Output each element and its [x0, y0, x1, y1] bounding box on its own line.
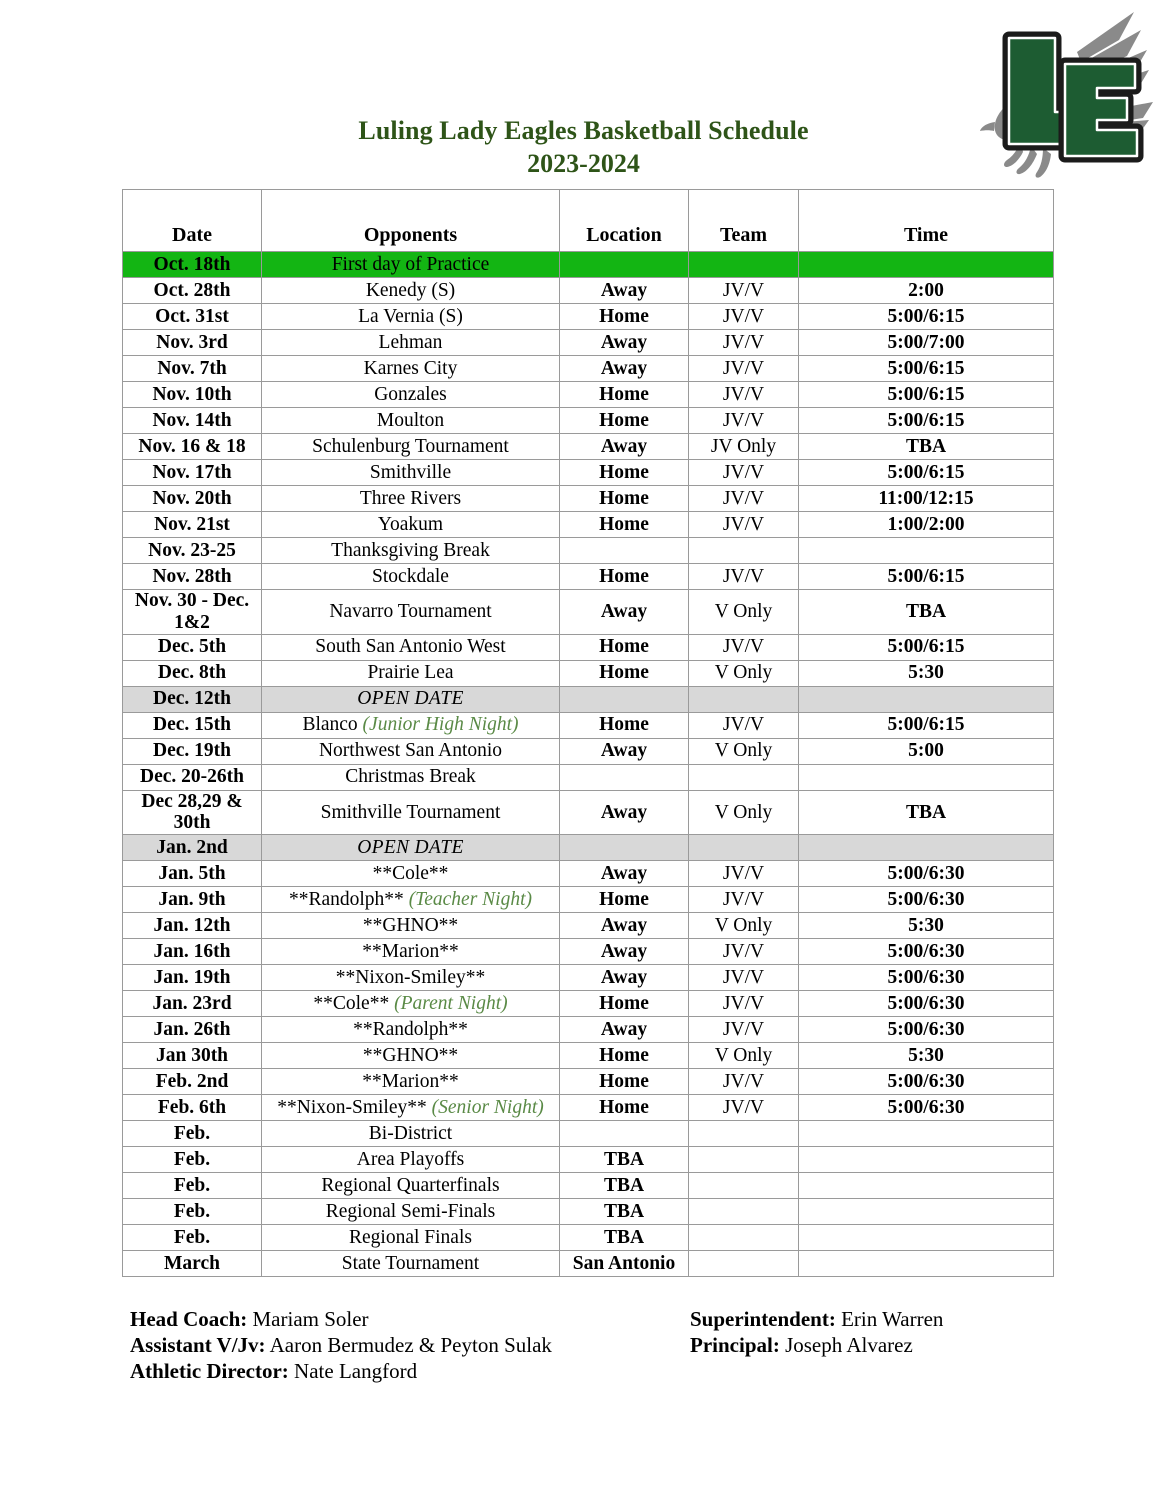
cell-opponent: First day of Practice: [262, 252, 560, 278]
cell-team: JV/V: [689, 991, 799, 1017]
schedule-table-container: [122, 189, 1053, 1277]
table-row: [123, 1199, 1054, 1225]
staff-entry-left: [130, 1332, 552, 1358]
cell-team: JV/V: [689, 330, 799, 356]
cell-date: Nov. 17th: [123, 460, 262, 486]
cell-opponent: **Cole**: [262, 861, 560, 887]
cell-team: [689, 764, 799, 790]
table-row: [123, 965, 1054, 991]
opponent-note: (Parent Night): [389, 992, 508, 1014]
opponent-note: (Junior High Night): [357, 714, 519, 736]
table-row: [123, 1121, 1054, 1147]
staff-entry-right: [690, 1332, 913, 1358]
staff-entry-left: [130, 1306, 369, 1332]
cell-time: 5:00/6:30: [799, 991, 1054, 1017]
table-row: [123, 887, 1054, 913]
cell-date: March: [123, 1251, 262, 1277]
opponent-note: (Senior Night): [426, 1096, 544, 1118]
staff-label: Principal:: [690, 1333, 780, 1357]
table-header: [123, 190, 1054, 252]
table-row: [123, 434, 1054, 460]
cell-location: Home: [560, 887, 689, 913]
cell-opponent: [262, 991, 560, 1017]
cell-date: Nov. 10th: [123, 382, 262, 408]
table-row: [123, 590, 1054, 635]
cell-location: Home: [560, 712, 689, 738]
cell-date: Dec 28,29 & 30th: [123, 790, 262, 835]
cell-time: 5:00/7:00: [799, 330, 1054, 356]
cell-time: 5:00/6:15: [799, 460, 1054, 486]
cell-location: TBA: [560, 1147, 689, 1173]
table-row: [123, 790, 1054, 835]
cell-location: TBA: [560, 1173, 689, 1199]
cell-location: TBA: [560, 1199, 689, 1225]
cell-date: Nov. 21st: [123, 512, 262, 538]
table-row: [123, 408, 1054, 434]
cell-date: Dec. 15th: [123, 712, 262, 738]
cell-opponent: Navarro Tournament: [262, 590, 560, 635]
cell-location: Away: [560, 939, 689, 965]
opponent-name: **Randolph**: [288, 888, 404, 910]
cell-team: V Only: [689, 660, 799, 686]
cell-location: Home: [560, 634, 689, 660]
cell-time: [799, 1225, 1054, 1251]
cell-location: Home: [560, 460, 689, 486]
cell-time: [799, 1147, 1054, 1173]
cell-time: 5:00/6:15: [799, 564, 1054, 590]
cell-time: 5:30: [799, 1043, 1054, 1069]
cell-opponent: Thanksgiving Break: [262, 538, 560, 564]
cell-time: [799, 1121, 1054, 1147]
cell-opponent: South San Antonio West: [262, 634, 560, 660]
staff-footer: [130, 1306, 1080, 1384]
cell-team: JV/V: [689, 634, 799, 660]
column-header-time: Time: [799, 190, 1054, 252]
cell-team: V Only: [689, 590, 799, 635]
cell-team: [689, 1173, 799, 1199]
table-row: [123, 512, 1054, 538]
cell-opponent: [262, 887, 560, 913]
cell-team: [689, 1199, 799, 1225]
cell-date: Nov. 23-25: [123, 538, 262, 564]
cell-team: JV/V: [689, 861, 799, 887]
cell-time: [799, 538, 1054, 564]
cell-date: Nov. 14th: [123, 408, 262, 434]
cell-team: JV/V: [689, 1017, 799, 1043]
table-row: [123, 1225, 1054, 1251]
cell-location: Home: [560, 991, 689, 1017]
cell-time: 5:00/6:30: [799, 1017, 1054, 1043]
cell-opponent: [262, 1095, 560, 1121]
cell-date: Dec. 5th: [123, 634, 262, 660]
cell-time: [799, 764, 1054, 790]
cell-team: [689, 1225, 799, 1251]
cell-time: 5:00: [799, 738, 1054, 764]
cell-team: JV/V: [689, 939, 799, 965]
table-row: [123, 1095, 1054, 1121]
cell-date: Feb.: [123, 1173, 262, 1199]
cell-location: Away: [560, 278, 689, 304]
cell-team: JV/V: [689, 712, 799, 738]
cell-team: V Only: [689, 1043, 799, 1069]
cell-time: 5:00/6:30: [799, 1095, 1054, 1121]
cell-date: Jan. 26th: [123, 1017, 262, 1043]
cell-time: 5:00/6:15: [799, 304, 1054, 330]
cell-location: Home: [560, 304, 689, 330]
cell-opponent: Regional Semi-Finals: [262, 1199, 560, 1225]
cell-team: JV/V: [689, 304, 799, 330]
cell-location: Away: [560, 965, 689, 991]
staff-value: Erin Warren: [835, 1307, 944, 1331]
cell-team: JV/V: [689, 965, 799, 991]
opponent-name: **Nixon-Smiley**: [277, 1096, 427, 1118]
cell-location: Home: [560, 1043, 689, 1069]
cell-opponent: Karnes City: [262, 356, 560, 382]
cell-opponent: OPEN DATE: [262, 835, 560, 861]
cell-date: Jan. 9th: [123, 887, 262, 913]
opponent-note: (Teacher Night): [403, 888, 533, 910]
cell-location: Away: [560, 330, 689, 356]
cell-time: [799, 835, 1054, 861]
cell-location: Away: [560, 913, 689, 939]
table-row: [123, 564, 1054, 590]
cell-opponent: Regional Finals: [262, 1225, 560, 1251]
staff-row: [130, 1306, 1080, 1332]
schedule-table: [122, 189, 1054, 1277]
cell-location: [560, 686, 689, 712]
cell-opponent: **Marion**: [262, 939, 560, 965]
cell-opponent: Northwest San Antonio: [262, 738, 560, 764]
table-row: [123, 913, 1054, 939]
table-row: [123, 538, 1054, 564]
table-row: [123, 356, 1054, 382]
cell-date: Jan. 23rd: [123, 991, 262, 1017]
cell-opponent: Prairie Lea: [262, 660, 560, 686]
cell-opponent: Stockdale: [262, 564, 560, 590]
cell-time: 2:00: [799, 278, 1054, 304]
cell-team: JV Only: [689, 434, 799, 460]
cell-opponent: State Tournament: [262, 1251, 560, 1277]
cell-date: Oct. 31st: [123, 304, 262, 330]
cell-opponent: Moulton: [262, 408, 560, 434]
cell-time: [799, 1199, 1054, 1225]
cell-team: [689, 686, 799, 712]
cell-opponent: Christmas Break: [262, 764, 560, 790]
table-row: [123, 634, 1054, 660]
cell-location: [560, 764, 689, 790]
cell-location: Away: [560, 356, 689, 382]
cell-location: Home: [560, 512, 689, 538]
table-row: [123, 460, 1054, 486]
cell-opponent: **Randolph**: [262, 1017, 560, 1043]
cell-date: Dec. 19th: [123, 738, 262, 764]
cell-time: 5:00/6:15: [799, 408, 1054, 434]
cell-opponent: **GHNO**: [262, 913, 560, 939]
cell-team: [689, 1121, 799, 1147]
table-row: [123, 686, 1054, 712]
cell-location: [560, 252, 689, 278]
table-row: [123, 486, 1054, 512]
cell-opponent: OPEN DATE: [262, 686, 560, 712]
cell-date: Nov. 30 - Dec. 1&2: [123, 590, 262, 635]
cell-team: JV/V: [689, 460, 799, 486]
cell-team: JV/V: [689, 408, 799, 434]
staff-value: Mariam Soler: [247, 1307, 369, 1331]
staff-row: [130, 1358, 1080, 1384]
table-row: [123, 1043, 1054, 1069]
cell-date: Nov. 16 & 18: [123, 434, 262, 460]
cell-location: Home: [560, 382, 689, 408]
cell-team: [689, 1251, 799, 1277]
table-row: [123, 330, 1054, 356]
cell-opponent: Schulenburg Tournament: [262, 434, 560, 460]
cell-date: Jan. 5th: [123, 861, 262, 887]
cell-opponent: Yoakum: [262, 512, 560, 538]
table-row: [123, 1017, 1054, 1043]
staff-entry-left: [130, 1358, 417, 1384]
luling-eagles-logo: [969, 4, 1159, 179]
cell-opponent: Smithville: [262, 460, 560, 486]
staff-value: Aaron Bermudez & Peyton Sulak: [265, 1333, 552, 1357]
cell-opponent: Regional Quarterfinals: [262, 1173, 560, 1199]
cell-date: Feb.: [123, 1147, 262, 1173]
cell-time: [799, 686, 1054, 712]
cell-location: [560, 1121, 689, 1147]
table-row: [123, 991, 1054, 1017]
table-row: [123, 278, 1054, 304]
table-row: [123, 764, 1054, 790]
cell-date: Oct. 18th: [123, 252, 262, 278]
cell-opponent: Gonzales: [262, 382, 560, 408]
cell-team: JV/V: [689, 1069, 799, 1095]
cell-location: San Antonio: [560, 1251, 689, 1277]
cell-time: 5:00/6:15: [799, 382, 1054, 408]
cell-location: Away: [560, 790, 689, 835]
staff-value: Nate Langford: [288, 1359, 418, 1383]
cell-location: Away: [560, 738, 689, 764]
cell-team: V Only: [689, 913, 799, 939]
table-row: [123, 660, 1054, 686]
cell-opponent: Three Rivers: [262, 486, 560, 512]
title-line-1: Luling Lady Eagles Basketball Schedule: [358, 116, 809, 145]
cell-location: [560, 538, 689, 564]
table-row: [123, 861, 1054, 887]
cell-opponent: **Nixon-Smiley**: [262, 965, 560, 991]
cell-opponent: Kenedy (S): [262, 278, 560, 304]
cell-team: [689, 1147, 799, 1173]
cell-opponent: La Vernia (S): [262, 304, 560, 330]
cell-time: [799, 252, 1054, 278]
cell-location: TBA: [560, 1225, 689, 1251]
staff-label: Assistant V/Jv:: [130, 1333, 266, 1357]
cell-team: JV/V: [689, 356, 799, 382]
cell-time: 5:00/6:15: [799, 356, 1054, 382]
cell-date: Dec. 20-26th: [123, 764, 262, 790]
cell-date: Feb.: [123, 1121, 262, 1147]
column-header-team: Team: [689, 190, 799, 252]
cell-time: 5:00/6:15: [799, 634, 1054, 660]
cell-date: Feb. 6th: [123, 1095, 262, 1121]
cell-time: TBA: [799, 790, 1054, 835]
table-row: [123, 712, 1054, 738]
cell-time: 5:30: [799, 660, 1054, 686]
opponent-name: Blanco: [302, 714, 358, 736]
cell-date: Nov. 28th: [123, 564, 262, 590]
cell-date: Feb.: [123, 1225, 262, 1251]
staff-label: Head Coach:: [130, 1307, 248, 1331]
cell-team: JV/V: [689, 1095, 799, 1121]
table-row: [123, 382, 1054, 408]
table-row: [123, 835, 1054, 861]
cell-location: Away: [560, 861, 689, 887]
cell-team: JV/V: [689, 382, 799, 408]
column-header-location: Location: [560, 190, 689, 252]
cell-location: Away: [560, 1017, 689, 1043]
table-row: [123, 738, 1054, 764]
staff-label: Athletic Director:: [130, 1359, 289, 1383]
column-header-opponents: Opponents: [262, 190, 560, 252]
cell-opponent: [262, 712, 560, 738]
cell-date: Jan. 19th: [123, 965, 262, 991]
cell-location: Away: [560, 434, 689, 460]
cell-date: Nov. 7th: [123, 356, 262, 382]
cell-opponent: Bi-District: [262, 1121, 560, 1147]
table-row: [123, 1251, 1054, 1277]
cell-location: Home: [560, 486, 689, 512]
column-header-date: Date: [123, 190, 262, 252]
table-row: [123, 1147, 1054, 1173]
cell-location: Home: [560, 408, 689, 434]
cell-team: V Only: [689, 790, 799, 835]
staff-value: Joseph Alvarez: [779, 1333, 913, 1357]
opponent-name: **Cole**: [313, 992, 390, 1014]
table-row: [123, 939, 1054, 965]
cell-date: Jan. 12th: [123, 913, 262, 939]
table-row: [123, 1069, 1054, 1095]
cell-date: Nov. 3rd: [123, 330, 262, 356]
cell-time: 5:00/6:30: [799, 887, 1054, 913]
cell-time: 11:00/12:15: [799, 486, 1054, 512]
cell-time: 5:00/6:30: [799, 861, 1054, 887]
cell-location: [560, 835, 689, 861]
staff-row: [130, 1332, 1080, 1358]
cell-team: [689, 252, 799, 278]
cell-date: Jan. 2nd: [123, 835, 262, 861]
cell-date: Feb.: [123, 1199, 262, 1225]
cell-opponent: Smithville Tournament: [262, 790, 560, 835]
cell-date: Jan 30th: [123, 1043, 262, 1069]
cell-location: Home: [560, 660, 689, 686]
cell-location: Home: [560, 1069, 689, 1095]
cell-time: 5:00/6:15: [799, 712, 1054, 738]
table-body: [123, 252, 1054, 1277]
table-row: [123, 304, 1054, 330]
cell-time: 1:00/2:00: [799, 512, 1054, 538]
cell-opponent: **GHNO**: [262, 1043, 560, 1069]
cell-date: Dec. 12th: [123, 686, 262, 712]
cell-time: 5:00/6:30: [799, 965, 1054, 991]
cell-team: JV/V: [689, 278, 799, 304]
title-line-2: 2023-2024: [527, 148, 640, 178]
staff-label: Superintendent:: [690, 1307, 836, 1331]
staff-entry-right: [690, 1306, 943, 1332]
cell-location: Home: [560, 564, 689, 590]
cell-team: [689, 538, 799, 564]
cell-date: Dec. 8th: [123, 660, 262, 686]
cell-team: JV/V: [689, 564, 799, 590]
cell-time: TBA: [799, 434, 1054, 460]
table-row: [123, 252, 1054, 278]
cell-team: JV/V: [689, 887, 799, 913]
cell-team: [689, 835, 799, 861]
cell-time: 5:30: [799, 913, 1054, 939]
cell-opponent: Lehman: [262, 330, 560, 356]
cell-date: Oct. 28th: [123, 278, 262, 304]
cell-location: Home: [560, 1095, 689, 1121]
cell-time: 5:00/6:30: [799, 1069, 1054, 1095]
cell-time: [799, 1251, 1054, 1277]
cell-team: V Only: [689, 738, 799, 764]
cell-location: Away: [560, 590, 689, 635]
cell-date: Nov. 20th: [123, 486, 262, 512]
cell-team: JV/V: [689, 512, 799, 538]
cell-team: JV/V: [689, 486, 799, 512]
cell-time: [799, 1173, 1054, 1199]
cell-date: Feb. 2nd: [123, 1069, 262, 1095]
cell-time: 5:00/6:30: [799, 939, 1054, 965]
cell-opponent: Area Playoffs: [262, 1147, 560, 1173]
cell-time: TBA: [799, 590, 1054, 635]
table-row: [123, 1173, 1054, 1199]
cell-date: Jan. 16th: [123, 939, 262, 965]
cell-opponent: **Marion**: [262, 1069, 560, 1095]
header-row: [123, 190, 1054, 252]
